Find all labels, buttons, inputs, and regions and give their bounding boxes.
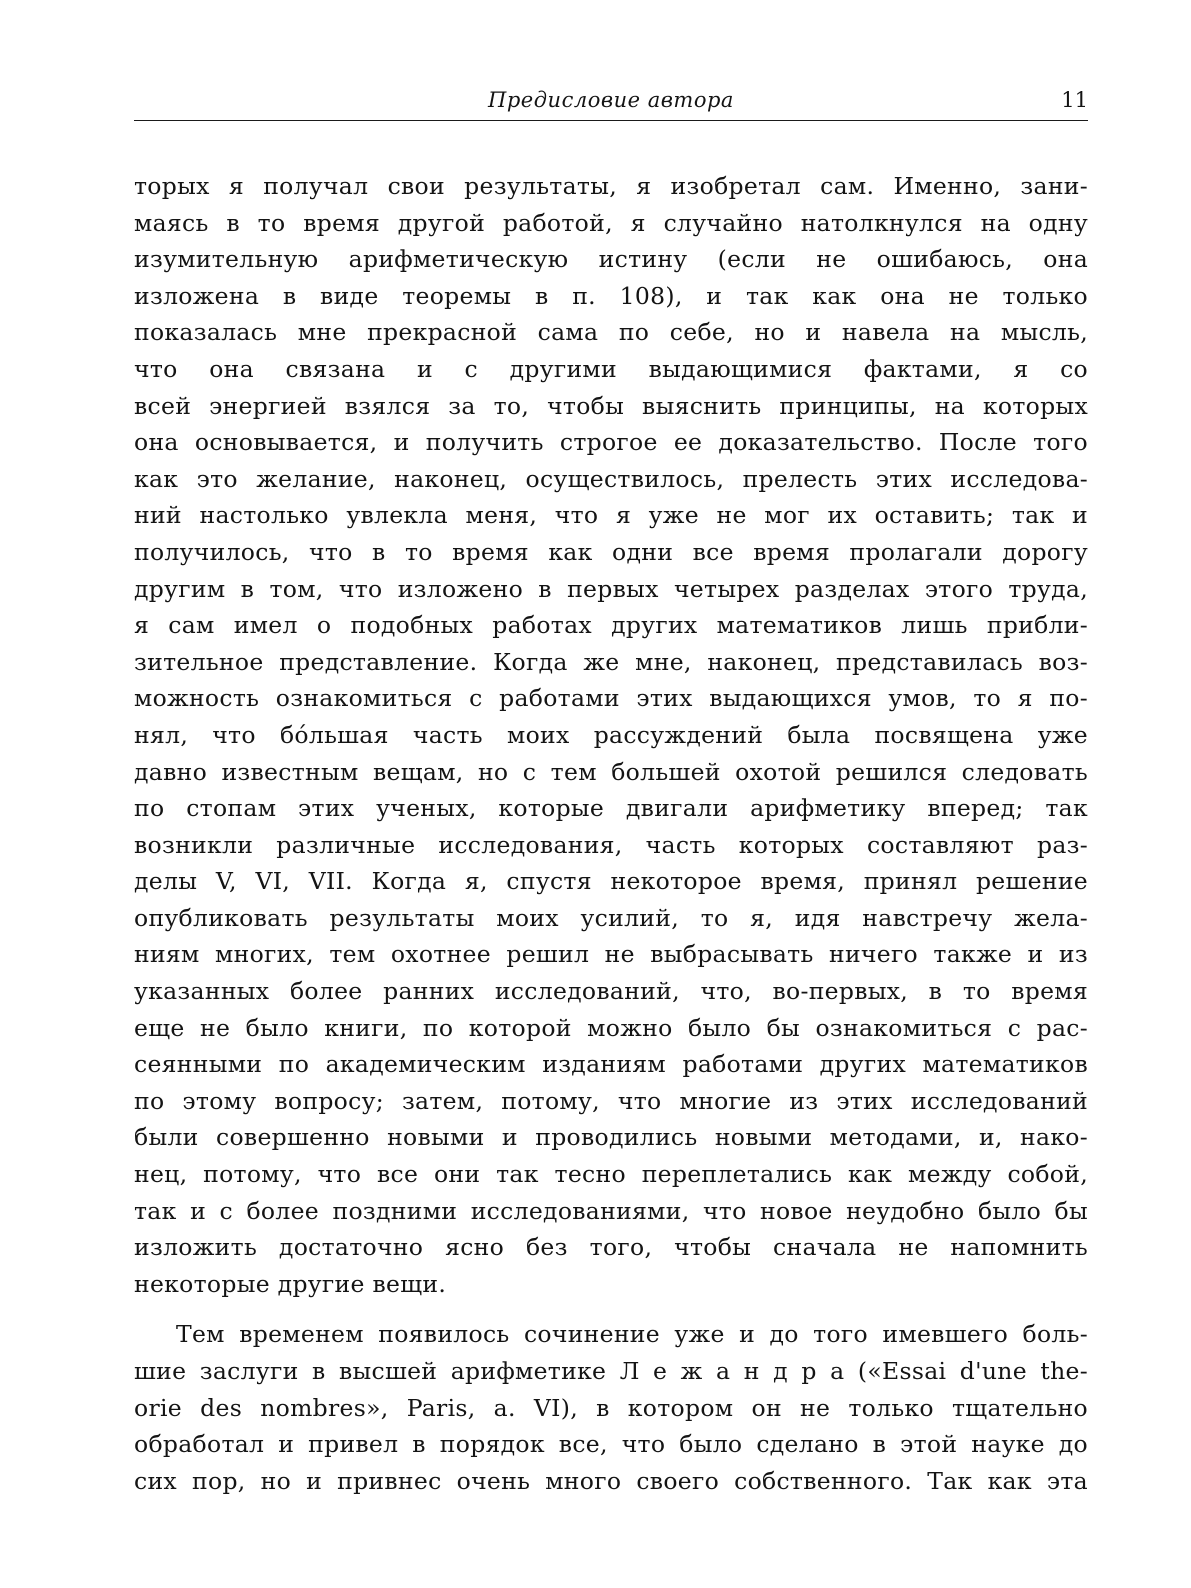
body-text [134,168,1088,1499]
text-line: другим в том, что изложено в первых четырех разделах этого труда, [134,574,1088,603]
text-line: давно известным вещам, но с тем большей охотой решился следовать [134,757,1088,786]
running-header [134,88,1088,121]
paragraph-2 [134,1316,1088,1499]
text-line: маясь в то время другой работой, я случайно натолкнулся на одну [134,208,1088,237]
text-line: всей энергией взялся за то, чтобы выяснить принципы, на которых [134,391,1088,420]
text-line: нец, потому, что все они так тесно переплетались как между собой, [134,1160,1088,1189]
paragraph-1 [134,168,1088,1302]
text-line: что она связана и с другими выдающимися фактами, я со [134,354,1088,383]
text-line: по этому вопросу; затем, потому, что многие из этих исследований [134,1086,1088,1115]
text-line: можность ознакомиться с работами этих выдающихся умов, то я по- [134,684,1088,713]
page-number: 11 [1061,88,1088,112]
text-line: еще не было книги, по которой можно было бы ознакомиться с рас- [134,1013,1088,1042]
text-line: ний настолько увлекла меня, что я уже не мог их оставить; так и [134,501,1088,530]
text-line: она основывается, и получить строгое ее доказательство. После того [134,428,1088,457]
text-line: изложить достаточно ясно без того, чтобы сначала не напомнить [134,1233,1088,1262]
text-line: нял, что бóльшая часть моих рассуждений была посвящена уже [134,720,1088,749]
text-line: изложена в виде теоремы в п. 108), и так как она не только [134,281,1088,310]
text-line: orie des nombres», Paris, a. VI), в котором он не только тщательно [134,1393,1088,1422]
text-line: показалась мне прекрасной сама по себе, но и навела на мысль, [134,318,1088,347]
text-line: указанных более ранних исследований, что, во-первых, в то время [134,977,1088,1006]
text-line: ниям многих, тем охотнее решил не выбрасывать ничего также и из [134,940,1088,969]
text-line: были совершенно новыми и проводились новыми методами, и, нако- [134,1123,1088,1152]
text-line: по стопам этих ученых, которые двигали арифметику вперед; так [134,794,1088,823]
running-title: Предисловие автора [488,88,734,112]
text-line: Тем временем появилось сочинение уже и до того имевшего боль- [176,1320,1088,1349]
text-line: обработал и привел в порядок все, что было сделано в этой науке до [134,1430,1088,1459]
text-line: делы V, VI, VII. Когда я, спустя некоторое время, принял решение [134,867,1088,896]
text-line: я сам имел о подобных работах других математиков лишь прибли- [134,611,1088,640]
text-line: возникли различные исследования, часть которых составляют раз- [134,830,1088,859]
text-line: сеянными по академическим изданиям работами других математиков [134,1050,1088,1079]
text-line: некоторые другие вещи. [134,1269,447,1298]
text-line: получилось, что в то время как одни все время пролагали дорогу [134,537,1088,566]
text-line: сих пор, но и привнес очень много своего собственного. Так как эта [134,1466,1088,1495]
text-line: торых я получал свои результаты, я изобретал сам. Именно, зани- [134,172,1088,200]
text-line: так и с более поздними исследованиями, что новое неудобно было бы [134,1196,1088,1225]
text-line: зительное представление. Когда же мне, наконец, представилась воз- [134,647,1088,676]
text-line: изумительную арифметическую истину (если не ошибаюсь, она [134,245,1088,274]
text-line: шие заслуги в высшей арифметике Л е ж а н д р а («Essai d'une the- [134,1357,1088,1385]
text-line: как это желание, наконец, осуществилось, прелесть этих исследова- [134,464,1088,493]
text-line: опубликовать результаты моих усилий, то я, идя навстречу жела- [134,903,1088,932]
